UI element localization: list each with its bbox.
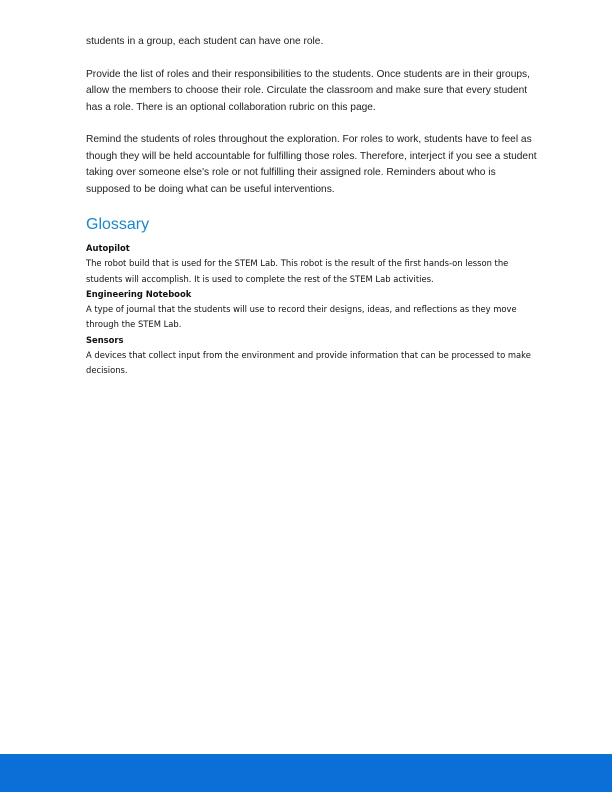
glossary-term: Engineering Notebook: [86, 288, 192, 299]
glossary-list: [86, 241, 538, 379]
paragraph-roles-reminder: Remind the students of roles throughout the exploration. For roles to work, students have to feel as though they will be held accountable for fulfilling those roles. Therefore, interject if you see a student taking over someone else's role or not fulfilling their assigned role. Reminders about who is supposed to be doing what can be useful interventions.: [86, 134, 537, 195]
glossary-entry-autopilot: [86, 241, 538, 287]
footer-bar: [0, 754, 612, 792]
paragraph-roles-list: Provide the list of roles and their responsibilities to the students. Once students are in their groups, allow the members to choose their role. Circulate the classroom and make sure that every student has a role. There is an optional collaboration rubric on this page.: [86, 68, 530, 113]
glossary-term: Sensors: [86, 334, 124, 345]
glossary-definition: A devices that collect input from the environment and provide information that can be processed to make decisions.: [86, 350, 531, 376]
page-content: [86, 34, 538, 379]
glossary-definition: The robot build that is used for the STEM Lab. This robot is the result of the first hands-on lesson the students will accomplish. It is used to complete the rest of the STEM Lab activities.: [86, 258, 509, 284]
glossary-definition: A type of journal that the students will use to record their designs, ideas, and reflections as they move through the STEM Lab.: [86, 304, 517, 330]
glossary-heading: Glossary: [86, 216, 150, 233]
glossary-entry-sensors: [86, 333, 538, 379]
glossary-term: Autopilot: [86, 243, 130, 253]
paragraph-roles-intro: students in a group, each student can have one role.: [86, 36, 324, 47]
glossary-entry-engineering-notebook: [86, 287, 538, 333]
